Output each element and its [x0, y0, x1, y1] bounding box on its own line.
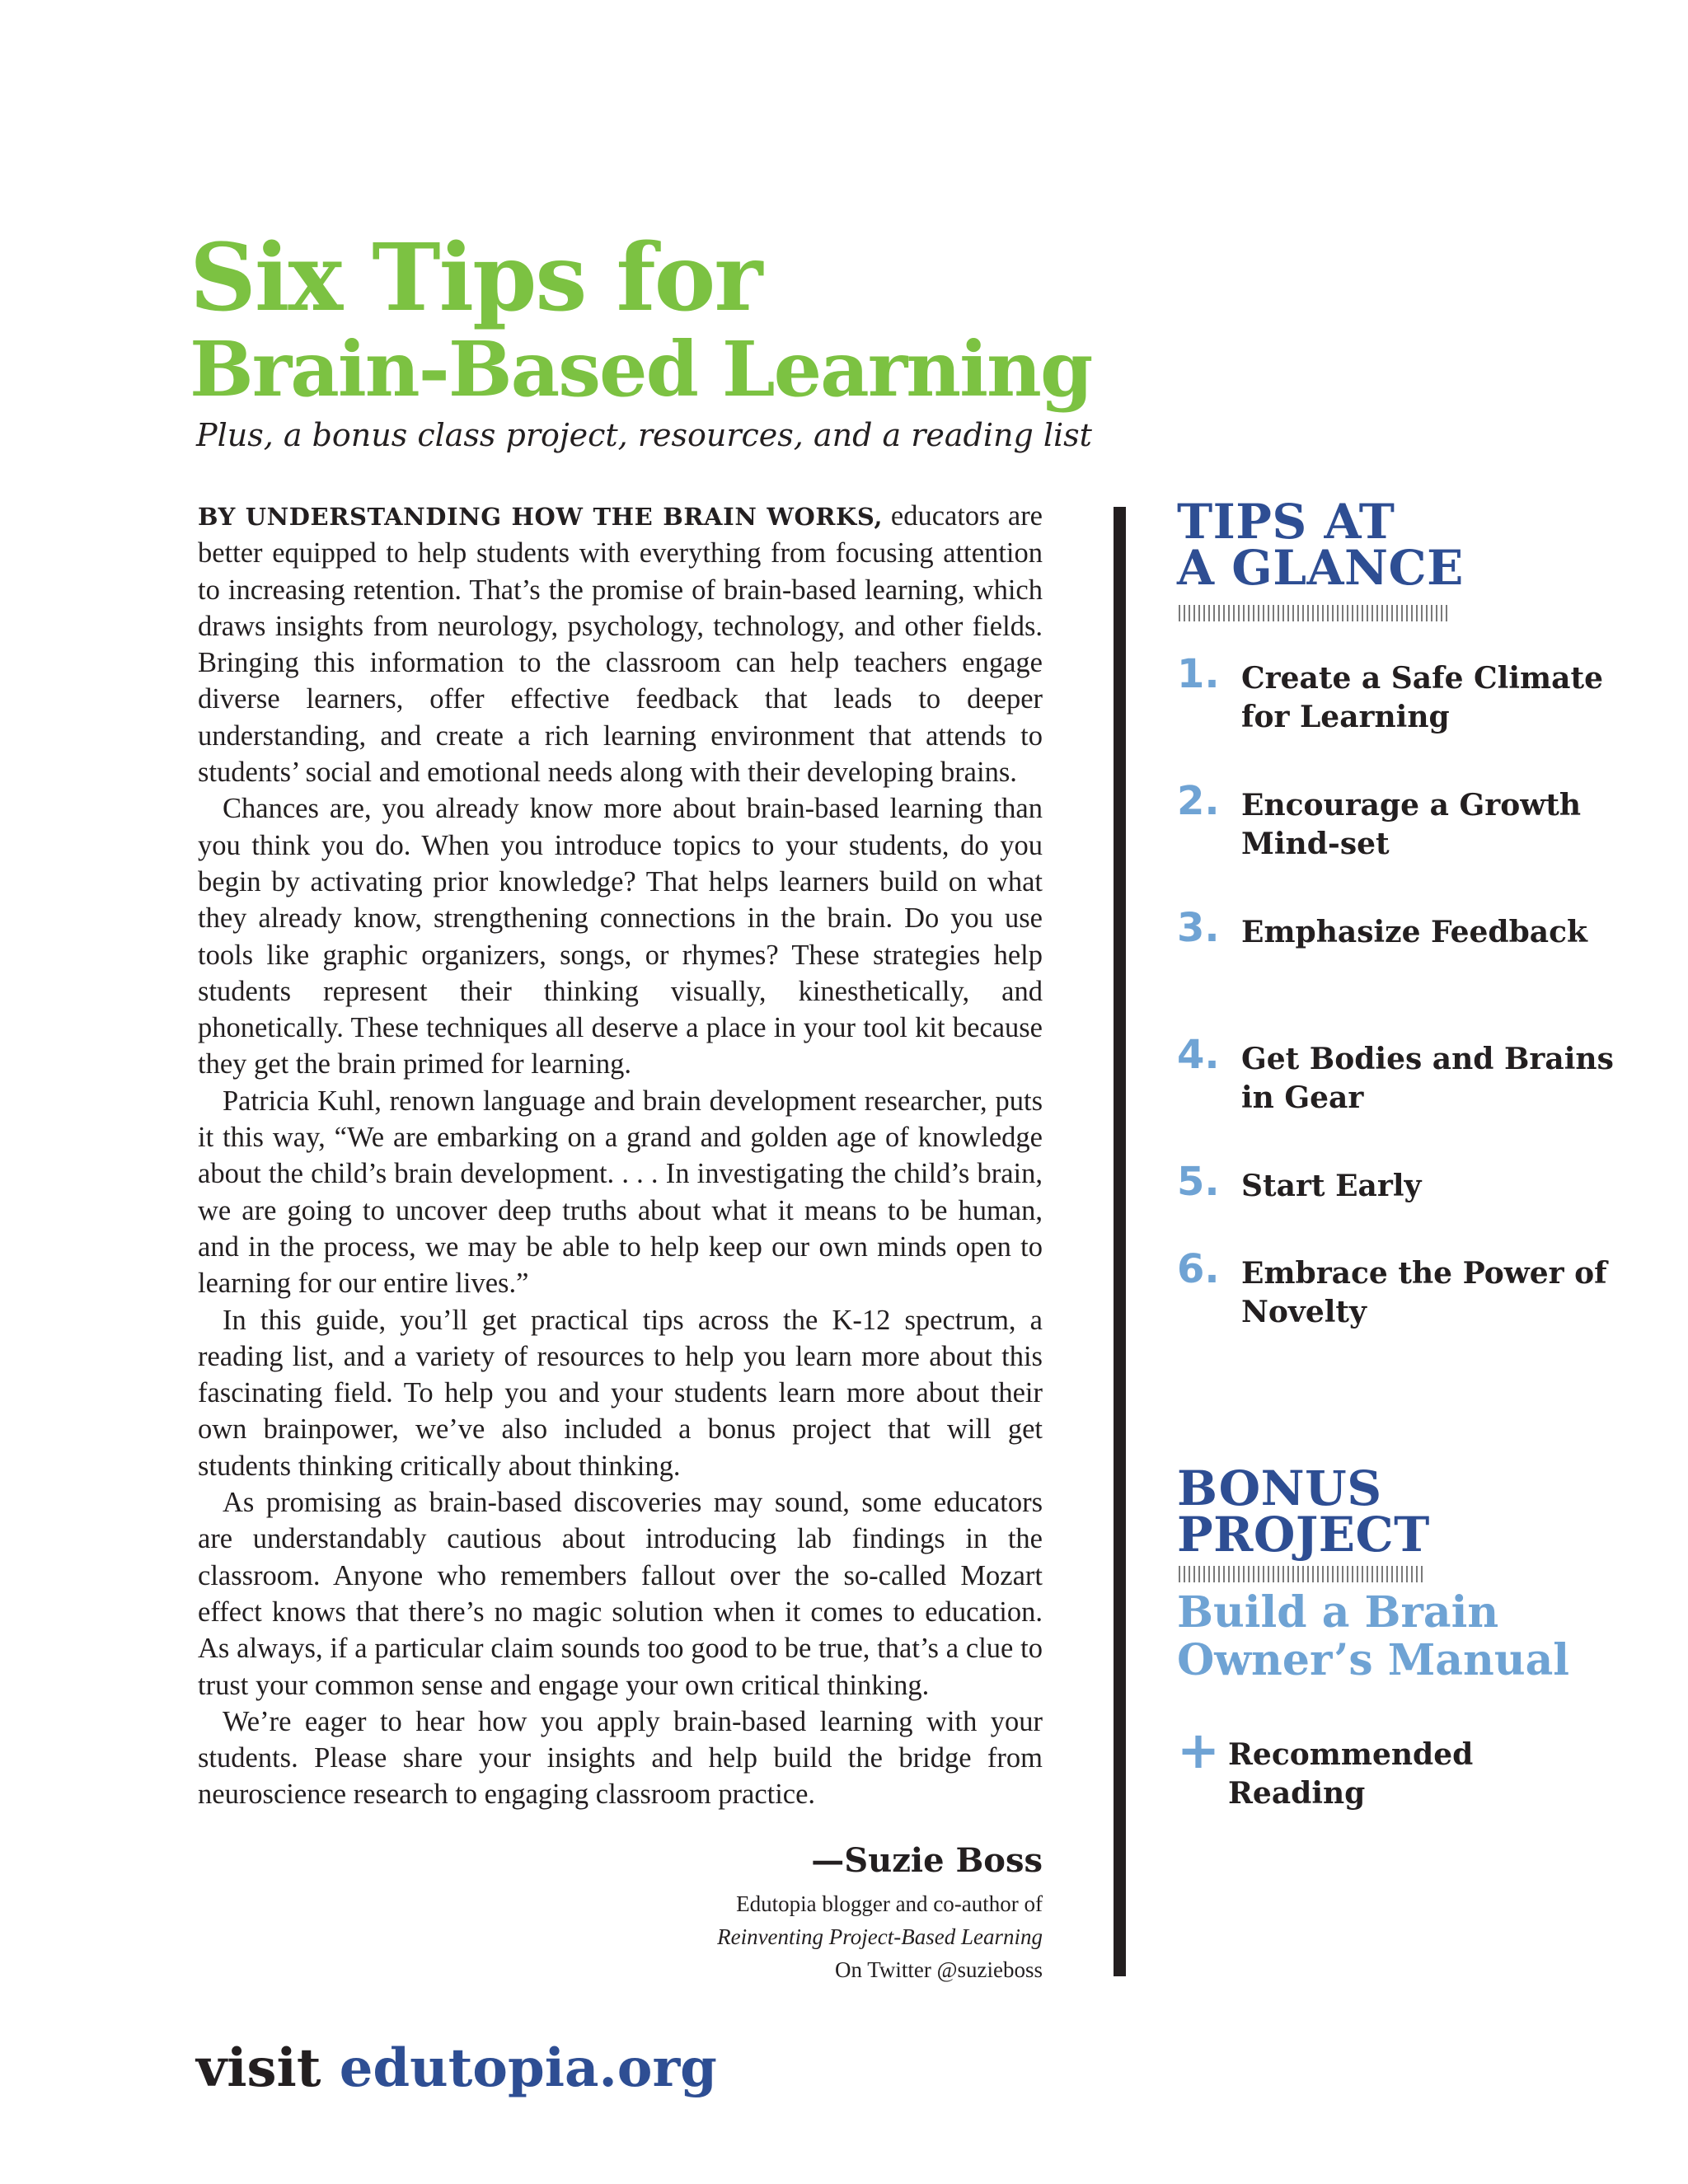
tip-number: 5.	[1177, 1159, 1220, 1205]
bonus-heading-line-2: PROJECT	[1177, 1507, 1430, 1563]
footer-visit-link	[196, 2036, 717, 2102]
tip-text: Emphasize Feedback	[1241, 915, 1587, 949]
tips-heading-tick-rule	[1179, 605, 1451, 621]
tip-text: Get Bodies and Brains in Gear	[1241, 1042, 1614, 1115]
recommended-reading-label: Recommended Reading	[1228, 1737, 1474, 1811]
tip-text: Start Early	[1241, 1169, 1422, 1203]
tip-text: Embrace the Power of Novelty	[1241, 1256, 1607, 1329]
tip-number: 2.	[1177, 778, 1220, 824]
footer-website-link[interactable]: edutopia.org	[339, 2037, 717, 2099]
page-title-line-1: Six Tips for	[190, 224, 762, 332]
tip-text: Encourage a Growth Mind-set	[1241, 788, 1581, 861]
bonus-project-title-line-1: Build a Brain	[1177, 1587, 1499, 1638]
article-paragraph-6: We’re eager to hear how you apply brain-based learning with your students. Please share your insights and help build the bridge from neuroscience research to engaging classroom practice.	[198, 1705, 1043, 1811]
article-paragraph-1-text: educators are better equipped to help students with everything from focusing attention to increasing retention. That’s the promise of brain-based learning, which draws insights from neurology, psychology, technology, and other fields. Bringing this information to the classroom can help teachers engage diverse learners, offer effective feedback that leads to deeper understanding, and create a rich learning environment that attends to students’ social and emotional needs along with their developing brains.	[198, 500, 1043, 789]
tips-heading-line-2: A GLANCE	[1177, 540, 1464, 596]
page-subtitle: Plus, a bonus class project, resources, and a reading list	[196, 417, 1092, 453]
author-signature	[717, 1838, 1043, 1986]
page-title-line-2: Brain-Based Learning	[190, 325, 1092, 414]
article-paragraph-4: In this guide, you’ll get practical tips across the K-12 spectrum, a reading list, and a variety of resources to help you learn more about this fascinating field. To help you and your students learn more about their own brainpower, we’ve also included a bonus project that will get students thinking critically about thinking.	[198, 1304, 1043, 1482]
bonus-heading-tick-rule	[1179, 1566, 1424, 1582]
article-lead-in: BY UNDERSTANDING HOW THE BRAIN WORKS,	[198, 503, 884, 531]
plus-icon: +	[1177, 1720, 1220, 1780]
article-body	[198, 498, 1043, 1813]
bonus-heading-line-1: BONUS	[1177, 1460, 1382, 1516]
sidebar-divider	[1114, 507, 1126, 1976]
author-name: —Suzie Boss	[811, 1841, 1043, 1880]
article-paragraph-5: As promising as brain-based discoveries may sound, some educators are understandably cautious about introducing lab findings in the classroom. Anyone who remembers fallout over the so-called Mozart effect knows that there’s no magic solution when it comes to education. As always, if a particular claim sounds too good to be true, that’s a clue to trust your common sense and engage your own critical thinking.	[198, 1487, 1043, 1701]
bonus-project-title-line-2: Owner’s Manual	[1177, 1635, 1570, 1685]
footer-visit-label: visit	[196, 2037, 321, 2099]
tips-heading-line-1: TIPS AT	[1177, 494, 1395, 550]
article-paragraph-3: Patricia Kuhl, renown language and brain development researcher, puts it this way, “We are embarking on a grand and golden age of knowledge about the child’s brain development. . . . In investigating the child’s brain, we are going to uncover deep truths about what it means to be human, and in the process, we may be able to help keep our own minds open to learning for our entire lives.”	[198, 1085, 1043, 1300]
tip-number: 4.	[1177, 1032, 1220, 1078]
bonus-project-title	[1177, 1589, 1569, 1685]
article-paragraph-1	[198, 498, 1043, 790]
author-role: Edutopia blogger and co-author of	[736, 1891, 1043, 1916]
author-twitter: On Twitter @suzieboss	[835, 1957, 1043, 1982]
author-book-title: Reinventing Project-Based Learning	[717, 1924, 1043, 1949]
tip-number: 1.	[1177, 651, 1220, 697]
tip-number: 6.	[1177, 1246, 1220, 1292]
tip-text: Create a Safe Climate for Learning	[1241, 661, 1603, 734]
article-paragraph-2: Chances are, you already know more about brain-based learning than you think you do. When you introduce topics to your students, do you begin by activating prior knowledge? That helps learners build on what they already know, strengthening connections in the brain. Do you use tools like graphic organizers, songs, or rhymes? These strategies help students represent their thinking visually, kinesthetically, and phonetically. These techniques all deserve a place in your tool kit because they get the brain primed for learning.	[198, 793, 1043, 1080]
tip-number: 3.	[1177, 905, 1220, 951]
